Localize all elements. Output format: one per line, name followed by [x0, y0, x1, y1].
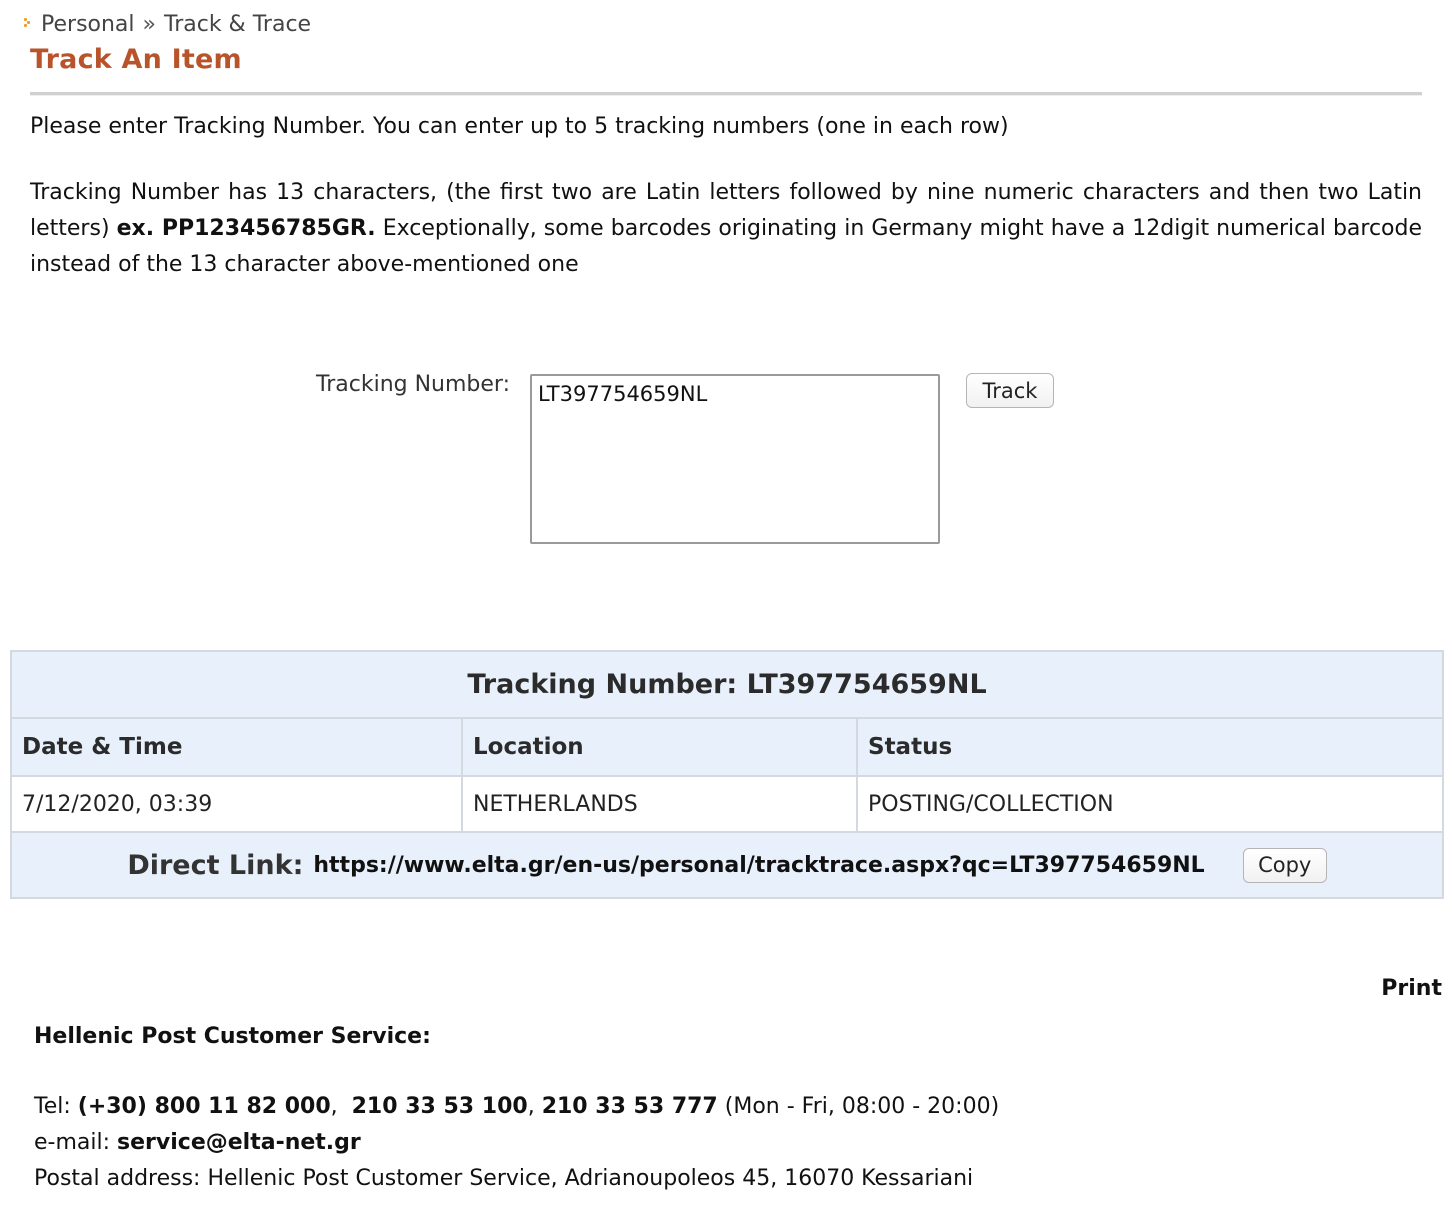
intro-text: Please enter Tracking Number. You can enter up to 5 tracking numbers (one in each row) [30, 114, 1009, 139]
tracking-format-description [30, 175, 1422, 283]
customer-service-postal [34, 1161, 973, 1197]
track-button[interactable]: Track [966, 373, 1054, 408]
direct-link-url[interactable]: https://www.elta.gr/en-us/personal/tracktrace.aspx?qc=LT397754659NL [313, 852, 1205, 878]
cell-status: POSTING/COLLECTION [857, 776, 1443, 832]
breadcrumb-track-trace[interactable]: Track & Trace [164, 11, 312, 37]
tel-hours: (Mon - Fri, 08:00 - 20:00) [724, 1094, 1000, 1119]
postal-address: Hellenic Post Customer Service, Adrianoupoleos 45, 16070 Kessariani [207, 1166, 974, 1191]
page-title: Track An Item [30, 44, 242, 75]
postal-label: Postal address: [34, 1166, 201, 1191]
table-row [11, 776, 1443, 832]
results-header: Tracking Number: LT397754659NL [11, 651, 1443, 718]
tracking-number-input[interactable] [530, 374, 940, 544]
copy-button[interactable]: Copy [1243, 848, 1327, 883]
customer-service-title: Hellenic Post Customer Service: [34, 1024, 431, 1049]
column-header-status: Status [857, 718, 1443, 776]
direct-link-label: Direct Link: [127, 849, 304, 881]
cell-date-time: 7/12/2020, 03:39 [11, 776, 462, 832]
column-header-date-time: Date & Time [11, 718, 462, 776]
customer-service-tel: Tel: (+30) 800 11 82 000, 210 33 53 100, 210 33 53 777 (Mon - Fri, 08:00 - 20:00) [34, 1094, 1000, 1119]
breadcrumb-bullet-icon [24, 18, 33, 30]
breadcrumb-separator: » [142, 11, 156, 37]
column-header-location: Location [462, 718, 857, 776]
email-address[interactable]: service@elta-net.gr [117, 1130, 361, 1155]
email-label: e-mail: [34, 1130, 111, 1155]
description-example: ex. PP123456785GR. [116, 216, 376, 241]
tel-number-2: 210 33 53 100 [351, 1094, 528, 1119]
cell-location: NETHERLANDS [462, 776, 857, 832]
title-divider [30, 92, 1422, 96]
breadcrumb-personal[interactable]: Personal [41, 11, 135, 37]
print-link[interactable]: Print [1381, 976, 1442, 1001]
direct-link-row [11, 832, 1443, 898]
tel-number-3: 210 33 53 777 [541, 1094, 718, 1119]
description-part1: Tracking Number has 13 characters, (the first two are Latin letters followed by nine numeric characters and then two Latin letters) [30, 180, 1422, 241]
description-part2: Exceptionally, some barcodes originating in Germany might have a 12digit numerical barcode instead of the 13 character above-mentioned one [30, 216, 1423, 277]
tel-number-1: (+30) 800 11 82 000 [77, 1094, 331, 1119]
tracking-number-label: Tracking Number: [316, 372, 510, 397]
tel-label: Tel: [34, 1094, 71, 1119]
tracking-results-table [10, 650, 1444, 899]
customer-service-email [34, 1125, 361, 1161]
breadcrumb [24, 8, 311, 40]
